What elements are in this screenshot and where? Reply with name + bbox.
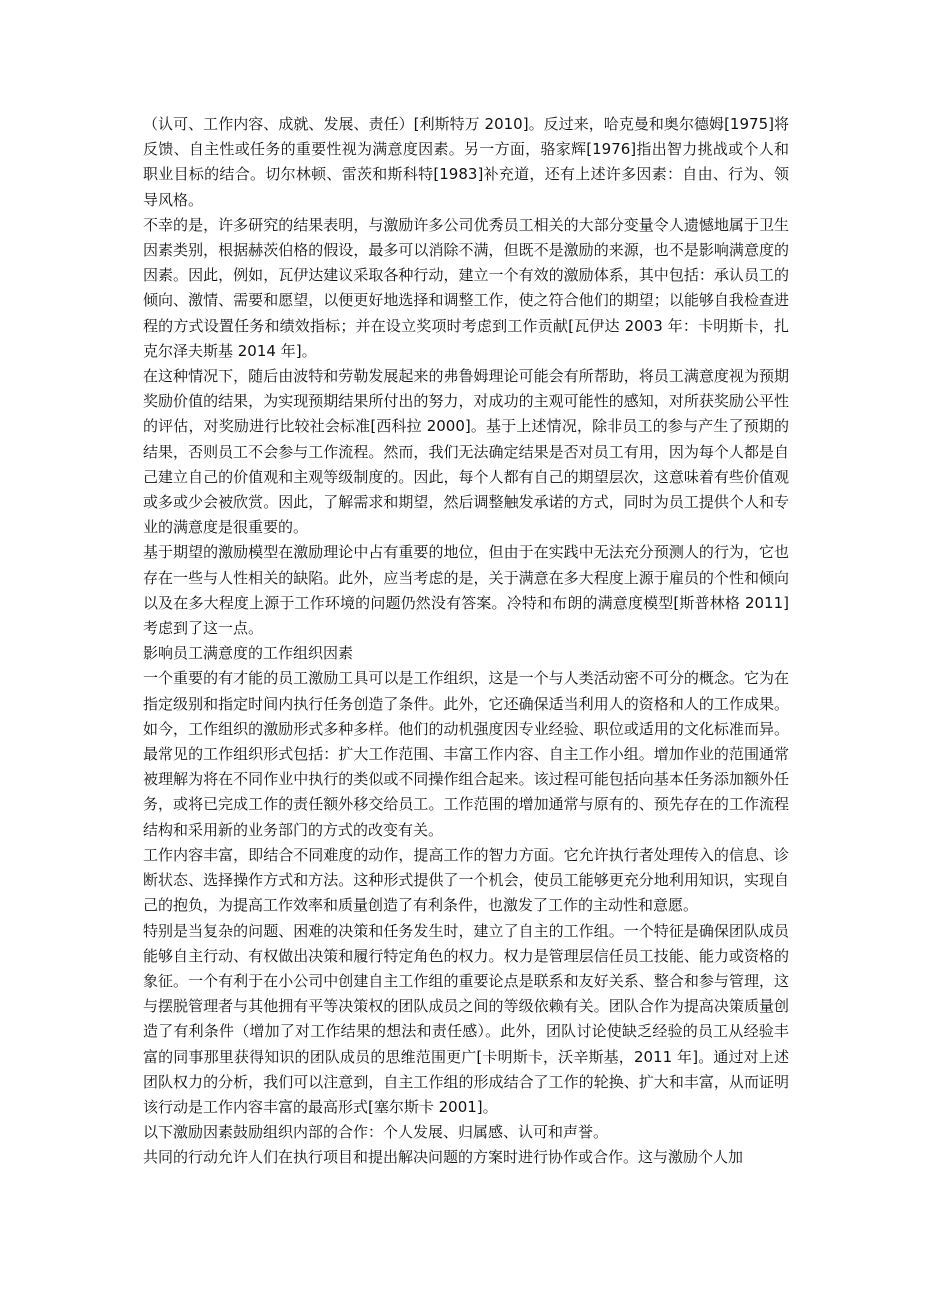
paragraph-9: 共同的行动允许人们在执行项目和提出解决问题的方案时进行协作或合作。这与激励个人加 [143, 1148, 744, 1167]
paragraph-7: 特别是当复杂的问题、困难的决策和任务发生时，建立了自主的工作组。一个特征是确保团队成员能够自主行动、有权做出决策和履行特定角色的权力。权力是管理层信任员工技能、能力或资格的象征。一个有利于在小公司中创建自主工作组的重要论点是联系和友好关系、整合和参与管理，这与摆脱管理者与其他拥有平等决策权的团队成员之间的等级依赖有关。团队合作为提高决策质量创造了有利条件（增加了对工作结果的想法和责任感）。此外，团队讨论使缺乏经验的员工从经验丰富的同事那里获得知识的团队成员的思维范围更广[卡明斯卡，沃辛斯基，2011 年]。通过对上述团队权力的分析，我们可以注意到，自主工作组的形成结合了工作的轮换、扩大和丰富，从而证明该行动是工作内容丰富的最高形式[塞尔斯卡 2001]。 [143, 921, 789, 1116]
document-page [143, 112, 789, 1171]
paragraph-2: 不幸的是，许多研究的结果表明，与激励许多公司优秀员工相关的大部分变量令人遗憾地属于卫生因素类别，根据赫茨伯格的假设，最多可以消除不满，但既不是激励的来源，也不是影响满意度的因素。因此，例如，瓦伊达建议采取各种行动，建立一个有效的激励体系，其中包括：承认员工的倾向、激情、需要和愿望，以便更好地选择和调整工作，使之符合他们的期望；以能够自我检查进程的方式设置任务和绩效指标；并在设立奖项时考虑到工作贡献[瓦伊达 2003 年：卡明斯卡，扎克尔泽夫斯基 2014 年]。 [143, 215, 789, 360]
paragraph-6: 工作内容丰富，即结合不同难度的动作，提高工作的智力方面。它允许执行者处理传入的信息、诊断状态、选择操作方式和方法。这种形式提供了一个机会，使员工能够更充分地利用知识，实现自己的抱负，为提高工作效率和质量创造了有利条件，也激发了工作的主动性和意愿。 [143, 845, 789, 915]
paragraph-3: 在这种情况下，随后由波特和劳勒发展起来的弗鲁姆理论可能会有所帮助，将员工满意度视为预期奖励价值的结果，为实现预期结果所付出的努力，对成功的主观可能性的感知，对所获奖励公平性的评估，对奖励进行比较社会标准[西科拉 2000]。基于上述情况，除非员工的参与产生了预期的结果，否则员工不会参与工作流程。然而，我们无法确定结果是否对员工有用，因为每个人都是自己建立自己的价值观和主观等级制度的。因此，每个人都有自己的期望层次，这意味着有些价值观或多或少会被欣赏。因此，了解需求和期望，然后调整触发承诺的方式，同时为员工提供个人和专业的满意度是很重要的。 [143, 367, 789, 537]
paragraph-8: 以下激励因素鼓励组织内部的合作：个人发展、归属感、认可和声誉。 [143, 1123, 609, 1142]
paragraph-1: （认可、工作内容、成就、发展、责任）[利斯特万 2010]。反过来，哈克曼和奥尔德姆[1975]将反馈、自主性或任务的重要性视为满意度因素。另一方面，骆家辉[1976]指出智力挑战或个人和职业目标的结合。切尔林顿、雷茨和斯科特[1983]补充道，还有上述许多因素：自由、行为、领导风格。 [143, 115, 789, 209]
section-heading: 影响员工满意度的工作组织因素 [143, 644, 354, 663]
paragraph-5: 一个重要的有才能的员工激励工具可以是工作组织，这是一个与人类活动密不可分的概念。它为在指定级别和指定时间内执行任务创造了条件。此外，它还确保适当利用人的资格和人的工作成果。如今，工作组织的激励形式多种多样。他们的动机强度因专业经验、职位或适用的文化标准而异。最常见的工作组织形式包括：扩大工作范围、丰富工作内容、自主工作小组。增加作业的范围通常被理解为将在不同作业中执行的类似或不同操作组合起来。该过程可能包括向基本任务添加额外任务，或将已完成工作的责任额外移交给员工。工作范围的增加通常与原有的、预先存在的工作流程结构和采用新的业务部门的方式的改变有关。 [143, 669, 789, 839]
paragraph-4: 基于期望的激励模型在激励理论中占有重要的地位，但由于在实践中无法充分预测人的行为，它也存在一些与人性相关的缺陷。此外，应当考虑的是，关于满意在多大程度上源于雇员的个性和倾向以及在多大程度上源于工作环境的问题仍然没有答案。冷特和布朗的满意度模型[斯普林格 2011]考虑到了这一点。 [143, 543, 789, 638]
